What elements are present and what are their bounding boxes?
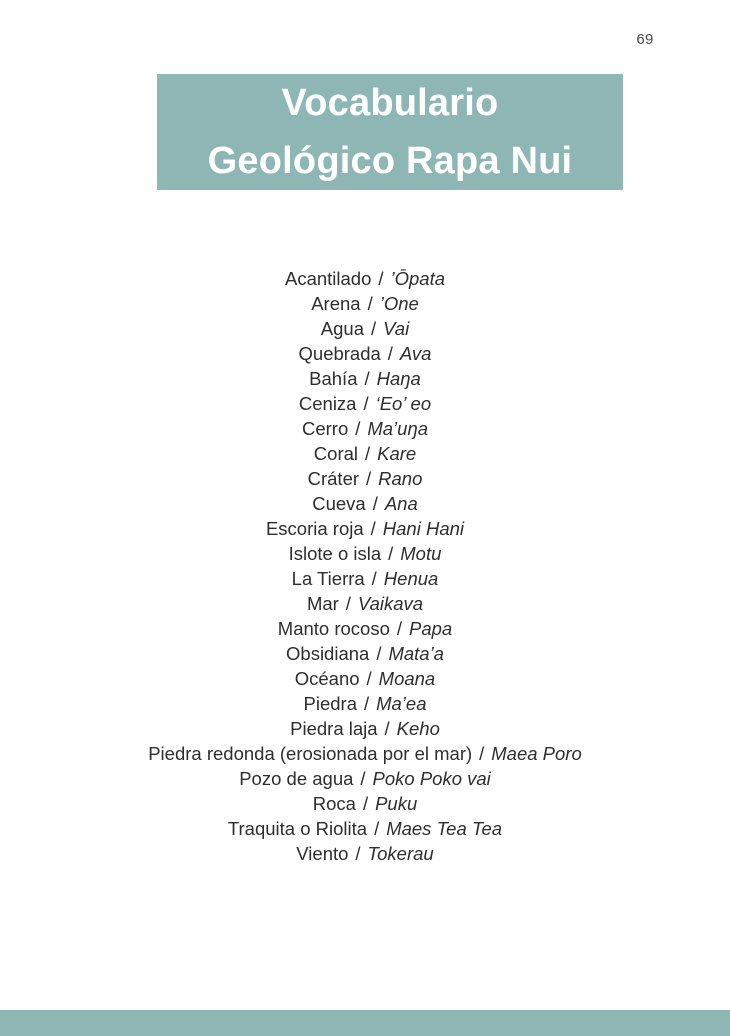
rapa-nui-term: Keho — [396, 718, 440, 739]
rapa-nui-term: Kare — [377, 443, 417, 464]
spanish-term: Obsidiana — [286, 643, 370, 664]
term-separator: / — [363, 693, 370, 714]
vocabulary-item — [0, 591, 730, 616]
spanish-term: Pozo de agua — [239, 768, 354, 789]
term-separator: / — [371, 568, 377, 589]
rapa-nui-term: ’One — [379, 293, 419, 314]
vocabulary-item — [0, 841, 730, 866]
vocabulary-item — [0, 316, 730, 341]
vocabulary-item — [0, 491, 730, 516]
spanish-term: Cerro — [301, 418, 349, 439]
rapa-nui-term: Tokerau — [367, 843, 434, 864]
vocabulary-item — [0, 716, 730, 741]
rapa-nui-term: Motu — [400, 543, 442, 564]
vocabulary-item — [0, 391, 730, 416]
vocabulary-item — [0, 666, 730, 691]
vocabulary-item — [0, 766, 730, 791]
term-separator: / — [366, 468, 372, 489]
term-separator: / — [396, 618, 402, 639]
vocabulary-item — [0, 416, 730, 441]
vocabulary-item — [0, 266, 730, 291]
rapa-nui-term: Poko Poko vai — [372, 768, 491, 789]
spanish-term: Escoria roja — [265, 518, 364, 539]
term-separator: / — [384, 718, 390, 739]
term-separator: / — [378, 268, 384, 289]
rapa-nui-term: Ma’ea — [376, 693, 427, 714]
page-title-line-2: Geológico Rapa Nui — [207, 140, 573, 182]
rapa-nui-term: Maes Tea Tea — [386, 818, 503, 839]
spanish-term: Traquita o Riolita — [227, 818, 368, 839]
title-banner — [157, 74, 623, 190]
rapa-nui-term: ‘Eo’ eo — [375, 393, 432, 414]
term-separator: / — [388, 543, 394, 564]
term-separator: / — [360, 768, 366, 789]
spanish-term: Cráter — [307, 468, 360, 489]
term-separator: / — [371, 318, 377, 339]
term-separator: / — [345, 593, 351, 614]
term-separator: / — [376, 643, 382, 664]
spanish-term: Piedra laja — [290, 718, 378, 739]
term-separator: / — [365, 443, 371, 464]
spanish-term: Roca — [312, 793, 356, 814]
spanish-term: Arena — [311, 293, 361, 314]
spanish-term: Océano — [294, 668, 360, 689]
term-separator: / — [366, 668, 372, 689]
vocabulary-item — [0, 441, 730, 466]
term-separator: / — [355, 843, 361, 864]
rapa-nui-term: Mata’a — [388, 643, 444, 664]
rapa-nui-term: ’Ōpata — [390, 268, 446, 289]
rapa-nui-term: Rano — [378, 468, 423, 489]
spanish-term: Agua — [320, 318, 365, 339]
rapa-nui-term: Hani Hani — [382, 518, 465, 539]
term-separator: / — [370, 518, 376, 539]
footer-bar — [0, 1010, 730, 1036]
vocabulary-item — [0, 741, 730, 766]
vocabulary-item — [0, 641, 730, 666]
rapa-nui-term: Ava — [399, 343, 432, 364]
rapa-nui-term: Vaikava — [357, 593, 424, 614]
spanish-term: Piedra — [303, 693, 357, 714]
term-separator: / — [387, 343, 393, 364]
vocabulary-item — [0, 541, 730, 566]
vocabulary-item — [0, 816, 730, 841]
spanish-term: Islote o isla — [288, 543, 382, 564]
rapa-nui-term: Papa — [408, 618, 453, 639]
vocabulary-item — [0, 291, 730, 316]
vocabulary-list — [0, 266, 730, 866]
rapa-nui-term: Ma’uŋa — [367, 418, 429, 439]
spanish-term: La Tierra — [291, 568, 365, 589]
vocabulary-item — [0, 341, 730, 366]
spanish-term: Piedra redonda (erosionada por el mar) — [148, 743, 473, 764]
vocabulary-item — [0, 366, 730, 391]
spanish-term: Bahía — [309, 368, 358, 389]
term-separator: / — [364, 368, 370, 389]
spanish-term: Quebrada — [298, 343, 381, 364]
spanish-term: Mar — [306, 593, 339, 614]
page-title-line-1: Vocabulario — [281, 82, 499, 124]
spanish-term: Coral — [313, 443, 359, 464]
rapa-nui-term: Henua — [383, 568, 439, 589]
term-separator: / — [355, 418, 361, 439]
vocabulary-item — [0, 516, 730, 541]
vocabulary-item — [0, 791, 730, 816]
term-separator: / — [363, 393, 369, 414]
vocabulary-item — [0, 466, 730, 491]
spanish-term: Viento — [296, 843, 349, 864]
rapa-nui-term: Puku — [375, 793, 418, 814]
rapa-nui-term: Haŋa — [376, 368, 421, 389]
page-number: 69 — [636, 31, 654, 48]
rapa-nui-term: Maea Poro — [491, 743, 582, 764]
rapa-nui-term: Vai — [383, 318, 410, 339]
spanish-term: Cueva — [312, 493, 366, 514]
vocabulary-item — [0, 616, 730, 641]
term-separator: / — [479, 743, 485, 764]
rapa-nui-term: Moana — [378, 668, 436, 689]
term-separator: / — [362, 793, 369, 814]
spanish-term: Acantilado — [284, 268, 372, 289]
spanish-term: Ceniza — [298, 393, 357, 414]
spanish-term: Manto rocoso — [277, 618, 390, 639]
vocabulary-item — [0, 566, 730, 591]
vocabulary-item — [0, 691, 730, 716]
term-separator: / — [374, 818, 380, 839]
term-separator: / — [367, 293, 373, 314]
rapa-nui-term: Ana — [384, 493, 418, 514]
term-separator: / — [372, 493, 378, 514]
